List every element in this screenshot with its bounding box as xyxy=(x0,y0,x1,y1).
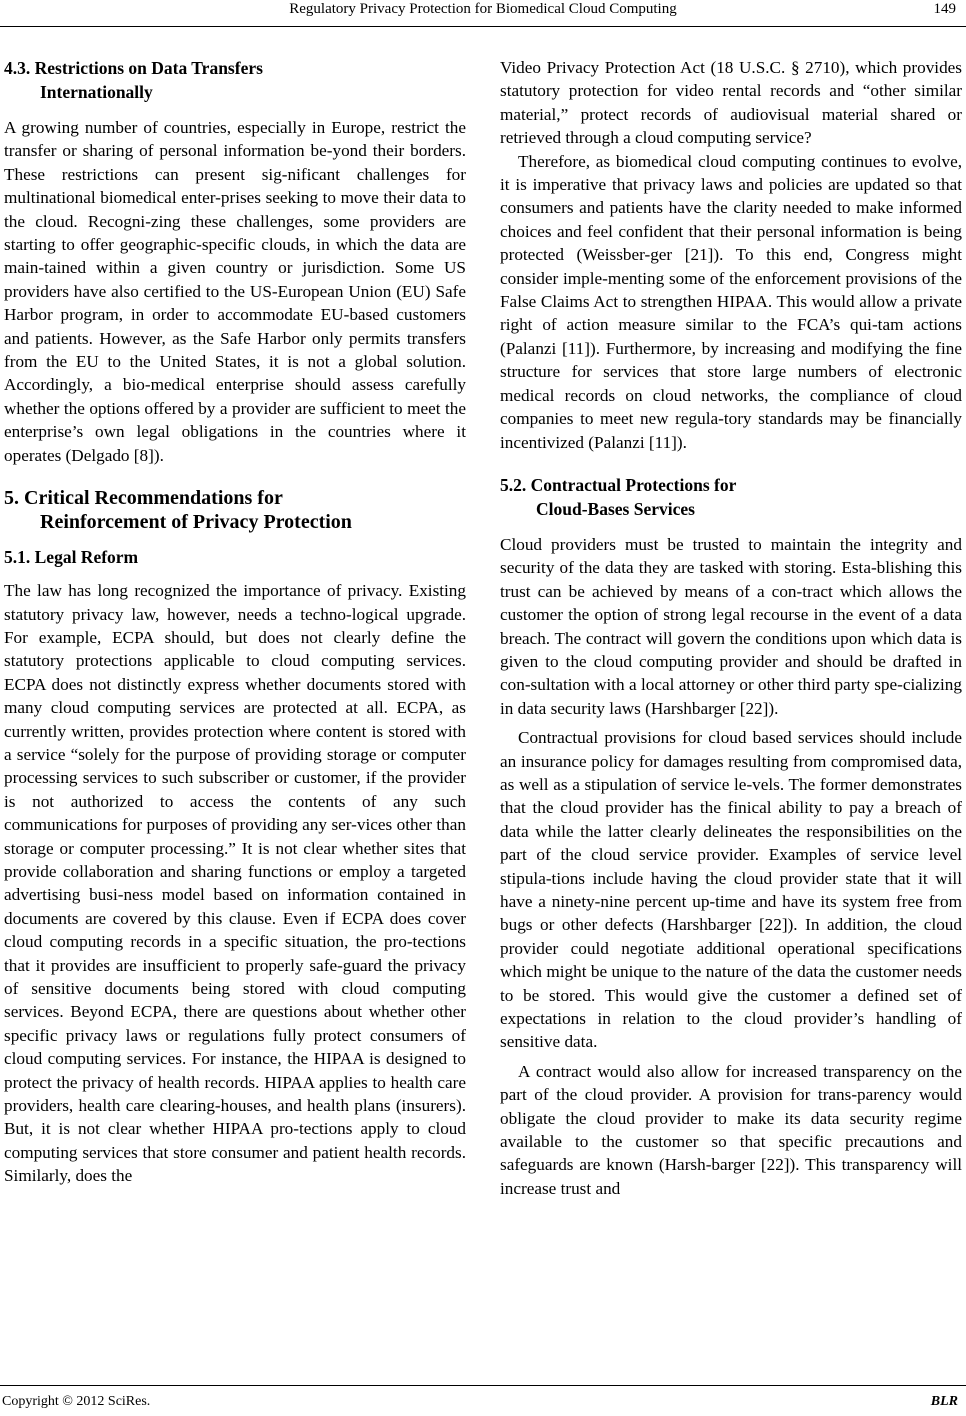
section-4-3-title-line2: Internationally xyxy=(40,82,153,102)
section-5-2-heading xyxy=(500,473,962,521)
section-4-3-heading xyxy=(4,56,466,104)
vppa-paragraph: Video Privacy Protection Act (18 U.S.C. § 2710), which provides statutory protection for video rental records and “other similar material,” protect records of audiovisual material shared or retrieved through a cloud computing service? xyxy=(500,58,962,148)
section-4-3-paragraph: A growing number of countries, especially in Europe, restrict the transfer or sharing of personal information be-yond their borders. These restrictions can present sig-nificant challenges for multinational biomedical enter-prises seeking to move their data to the cloud. Recogni-zing these challenges, some providers are starting to offer geographic-specific clouds, in which the data are main-tained within a given country or jurisdiction. Some US providers have also certified to the US-European Union (EU) Safe Harbor program, in order to accommodate EU-based customers and patients. However, as the Safe Harbor only permits transfers from the EU to the United States, it is not a global solution. Accordingly, a bio-medical enterprise should assess carefully whether the options offered by a provider are sufficient to meet the enterprise’s own legal obligations in the countries where it operates (Delgado [8]). xyxy=(4,118,466,465)
section-4-3-title-line1: 4.3. Restrictions on Data Transfers xyxy=(4,58,263,78)
section-5-title-line1: 5. Critical Recommendations for xyxy=(4,487,283,510)
legal-reform-paragraph-2: Therefore, as biomedical cloud computing continues to evolve, it is imperative that privacy laws and policies are updated so that consumers and patients have the clarity needed to make informed choices and feel confident that their personal information is being protected (Weissber-ger [21]). To this end, Congress might consider imple-menting some of the enforcement provisions of the False Claims Act to strengthen HIPAA. This would allow a private right of action measure similar to the FCA’s qui-tam actions (Palanzi [11]). Furthermore, by increasing and modifying the fine structure for services that store large numbers of electronic medical records on cloud networks, the compliance of cloud companies to meet new regula-tory standards may be financially incentivized (Palanzi [11]). xyxy=(500,151,962,452)
contract-trust-paragraph: Cloud providers must be trusted to maintain the integrity and security of the data they are tasked with storing. Esta-blishing this trust can be achieved by means of a con-tract which allows the customer the option of strong legal recourse in the event of a data breach. The contract will govern the conditions upon which data is given to the cloud computing provider and should be drafted in con-sultation with a local attorney or other third party spe-cializing in data security laws (Harshbarger [22]). xyxy=(500,534,962,718)
right-column xyxy=(500,56,962,1200)
running-header xyxy=(0,0,966,26)
page-number: 149 xyxy=(933,1,956,17)
header-rule xyxy=(0,26,966,27)
footer-rule xyxy=(0,1385,966,1386)
running-title: Regulatory Privacy Protection for Biomedical Cloud Computing xyxy=(289,1,677,17)
section-5-1-paragraph: The law has long recognized the importance of privacy. Existing statutory privacy law, however, needs a techno-logical upgrade. For example, ECPA should, but does not clearly define the statutory protections applicable to cloud computing services. ECPA does not distinctly express whether documents stored with many cloud computing services are protected at all. ECPA, as currently written, provides protection where content is stored with a service “solely for the purpose of providing storage or computer processing services to such subscriber or customer, if the provider is not authorized to access the contents of any such communications for purposes of providing any ser-vices other than storage or computer processing.” It is not clear whether sites that provide collaboration and sharing functions or employ a targeted advertising busi-ness model based on information contained in documents are covered by this clause. Even if ECPA does cover cloud computing records in a specific situation, the pro-tections that it provides are insufficient to properly safe-guard the privacy of sensitive documents being stored with cloud computing services. Beyond ECPA, there are questions about whether other specific privacy laws or regulations fully protect consumers of cloud computing services. For instance, the HIPAA is designed to protect the privacy of health records. HIPAA applies to health care providers, health care clearing-houses, and health plans (insurers). But, it is not clear whether HIPAA pro-tections apply to cloud computing services that store consumer and patient health records. Similarly, does the xyxy=(4,581,466,1186)
left-column xyxy=(4,56,466,1188)
contract-transparency-paragraph: A contract would also allow for increased transparency on the part of the cloud provider. A provision for trans-parency would obligate the cloud provider to make its data security regime available to the customer so that specific precautions and safeguards are known (Harsh-barger [22]). This transparency will increase trust and xyxy=(500,1061,962,1198)
journal-abbreviation: BLR xyxy=(930,1394,958,1409)
section-5-2-title-line2: Cloud-Bases Services xyxy=(536,498,695,519)
section-5-1-heading: 5.1. Legal Reform xyxy=(4,547,139,568)
section-5-heading xyxy=(4,486,466,534)
section-5-2-title-line1: 5.2. Contractual Protections for xyxy=(500,474,737,495)
copyright-notice: Copyright © 2012 SciRes. xyxy=(2,1394,151,1409)
contract-provisions-paragraph: Contractual provisions for cloud based services should include an insurance policy for damages resulting from compromised data, as well as a stipulation of service le-vels. The former demonstrates that the cloud provider has the finical ability to pay a breach of data while the latter clearly delineates the responsibilities on the part of the cloud service provider. Examples of service level stipula-tions include having the cloud provider state that it will have a ninety-nine percent up-time and have its system free from bugs or other defects (Harshbarger [22]). In addition, the cloud provider could negotiate additional operational specifications which might be unique to the nature of the data the customer needs to be stored. This would give the customer a defined set of expectations in relation to the cloud provider’s handling of sensitive data. xyxy=(500,728,962,1052)
section-5-title-line2: Reinforcement of Privacy Protection xyxy=(40,511,352,534)
page-footer xyxy=(0,1392,966,1414)
